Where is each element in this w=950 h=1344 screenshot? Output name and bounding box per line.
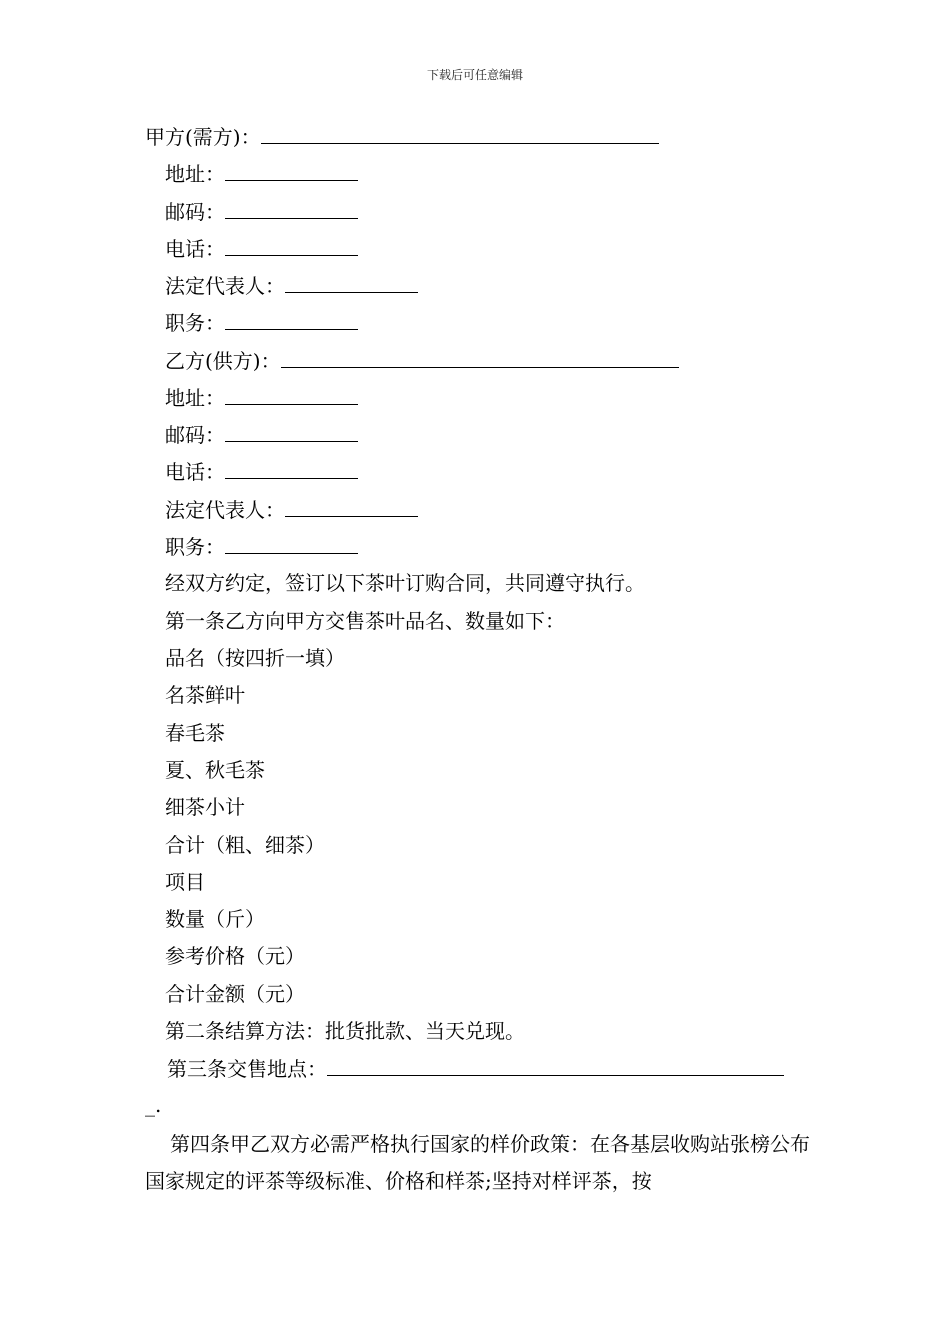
article1-item: 参考价格（元）	[165, 944, 305, 968]
party-a-address-blank	[225, 160, 358, 181]
party-b-phone-label: 电话：	[165, 460, 225, 484]
article3-label: 第三条交售地点：	[167, 1057, 327, 1081]
party-a-address-label: 地址：	[165, 162, 225, 186]
article1-item: 合计金额（元）	[165, 982, 305, 1006]
party-b-legal-rep-row	[165, 496, 418, 523]
intro-text: 经双方约定，签订以下茶叶订购合同，共同遵守执行。	[165, 571, 645, 595]
party-b-address-row	[165, 384, 358, 411]
party-b-phone-blank	[225, 458, 358, 479]
party-b-legal-rep-label: 法定代表人：	[165, 498, 285, 522]
party-a-postcode-row	[165, 198, 358, 225]
party-a-position-label: 职务：	[165, 311, 225, 335]
article3-tail: _.	[145, 1093, 162, 1117]
party-a-legal-rep-blank	[285, 272, 418, 293]
party-b-phone-row	[165, 458, 358, 485]
party-a-postcode-blank	[225, 198, 358, 219]
article1-item: 数量（斤）	[165, 907, 265, 931]
article1-item: 春毛茶	[165, 721, 225, 745]
article1-title: 第一条乙方向甲方交售茶叶品名、数量如下：	[165, 609, 565, 633]
party-b-name-blank	[281, 347, 679, 368]
party-a-legal-rep-label: 法定代表人：	[165, 274, 285, 298]
party-a-address-row	[165, 160, 358, 187]
party-a-name-blank	[261, 123, 659, 144]
party-b-legal-rep-blank	[285, 496, 418, 517]
party-a-title-row	[145, 123, 659, 150]
article1-item: 细茶小计	[165, 795, 245, 819]
party-a-legal-rep-row	[165, 272, 418, 299]
page-header-note: 下载后可任意编辑	[426, 68, 523, 82]
party-b-title: 乙方(供方)：	[165, 349, 281, 373]
article4-text: 第四条甲乙双方必需严格执行国家的样价政策：在各基层收购站张榜公布国家规定的评茶等级标准、价格和样茶;坚持对样评茶，按	[145, 1132, 810, 1193]
party-b-position-row	[165, 533, 358, 560]
party-b-position-blank	[225, 533, 358, 554]
party-a-phone-blank	[225, 235, 358, 256]
party-b-postcode-row	[165, 421, 358, 448]
party-a-postcode-label: 邮码：	[165, 200, 225, 224]
article2-text: 第二条结算方法：批货批款、当天兑现。	[165, 1019, 525, 1043]
article1-item: 夏、秋毛茶	[165, 758, 265, 782]
party-b-postcode-label: 邮码：	[165, 423, 225, 447]
party-b-postcode-blank	[225, 421, 358, 442]
article1-item: 品名（按四折一填）	[165, 646, 345, 670]
party-a-position-blank	[225, 309, 358, 330]
party-b-address-blank	[225, 384, 358, 405]
party-b-address-label: 地址：	[165, 386, 225, 410]
party-a-phone-row	[165, 235, 358, 262]
party-a-position-row	[165, 309, 358, 336]
article3-location-blank	[327, 1055, 784, 1076]
party-b-title-row	[165, 347, 679, 374]
party-a-title: 甲方(需方)：	[145, 125, 261, 149]
article3-row	[167, 1055, 784, 1082]
article1-item: 名茶鲜叶	[165, 683, 245, 707]
party-a-phone-label: 电话：	[165, 237, 225, 261]
article1-item: 项目	[165, 870, 205, 894]
article1-item: 合计（粗、细茶）	[165, 833, 325, 857]
party-b-position-label: 职务：	[165, 535, 225, 559]
